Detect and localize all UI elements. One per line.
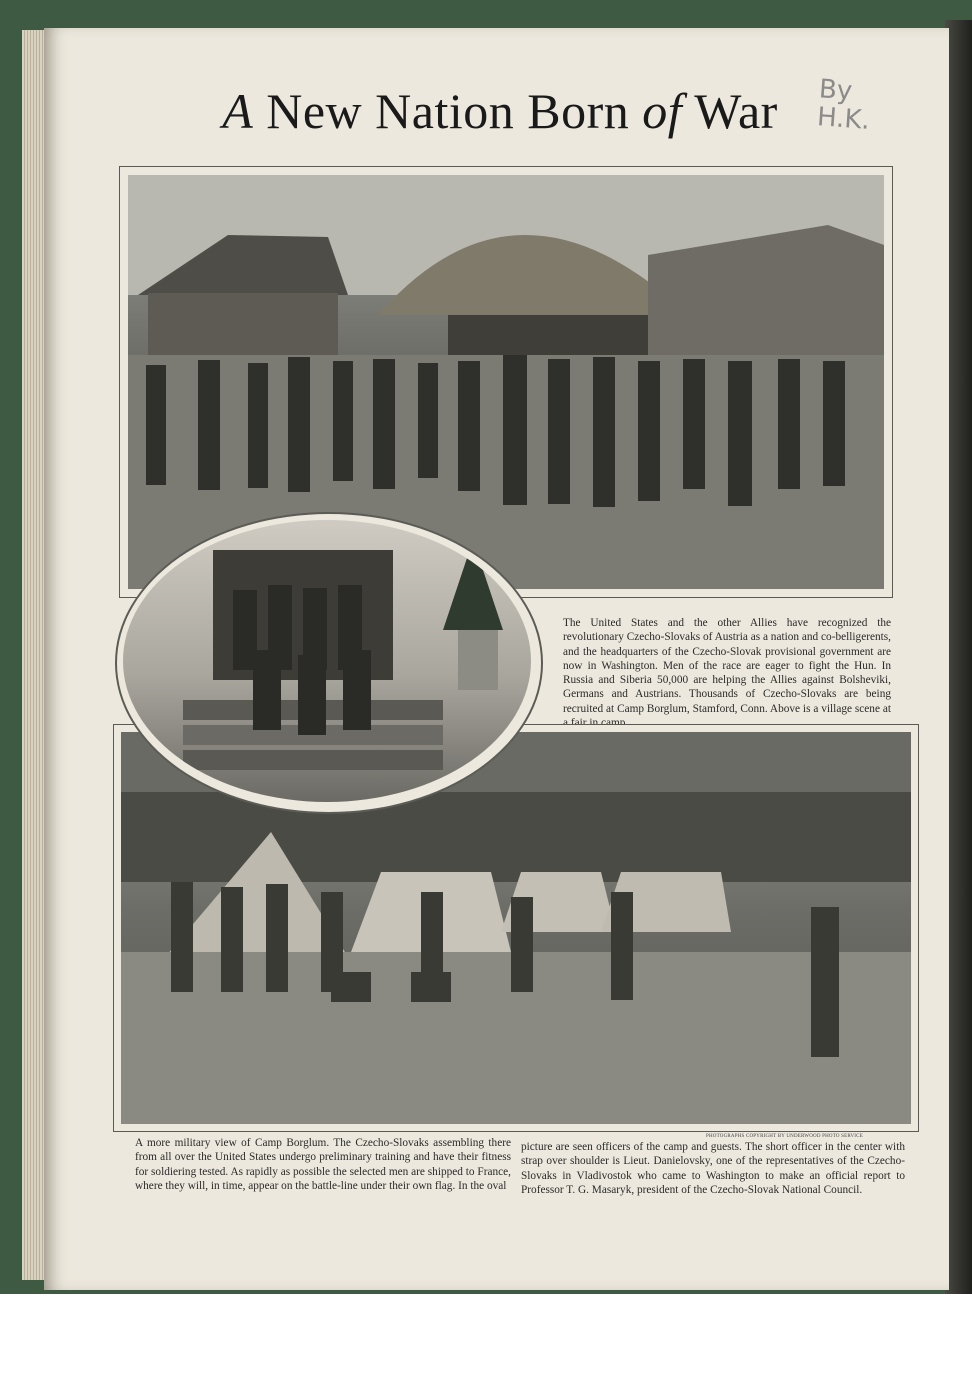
caption-village-scene: The United States and the other Allies have recognized the revolutionary Czecho-Slovaks of Austria as a nation and co-belligerents, and the headquarters of the Czecho-Slovak provisional government are now in Washington. Men of the race are eager to fight the Hun. In Russia and Siberia 50,000 are helping the Allies against Bolsheviki, Germans and Austrians. Thousands of Czecho-Slovaks are being recruited at Camp Borglum, Stamford, Conn. Above is a village scene at (563, 617, 891, 715)
caption-camp-left: A more military view of Camp Borglum. The Czecho-Slovaks assembling there from all over the United States undergo preliminary training and have their fitness for soldiering tested. As rapidly as possible the selected men are shipped to France, where they will, in time, appear on the battle-line under their own flag. In the oval (135, 1137, 511, 1192)
title-end: War (694, 83, 778, 139)
title-italic-a: A (222, 83, 254, 139)
caption-camp-right: picture are seen officers of the camp and guests. The short officer in the center with strap over shoulder is Lieut. Danielovsky, one of the representatives of the Czecho-Slovaks in Vladivostok who came to Washington to make an official report to Professor T. G. Masaryk, president of the Czecho-Slovak National Council. (521, 1141, 905, 1196)
title-italic-of: of (642, 83, 683, 139)
photo-credit: PHOTOGRAPHS COPYRIGHT BY UNDERWOOD PHOTO SERVICE (706, 1134, 863, 1139)
officers-oval-photo (123, 520, 531, 802)
book-binding-edge (945, 20, 972, 1294)
officers-illustration (123, 520, 531, 802)
handwritten-note: By H.K. (816, 74, 871, 136)
title-main: New Nation Born (266, 83, 630, 139)
